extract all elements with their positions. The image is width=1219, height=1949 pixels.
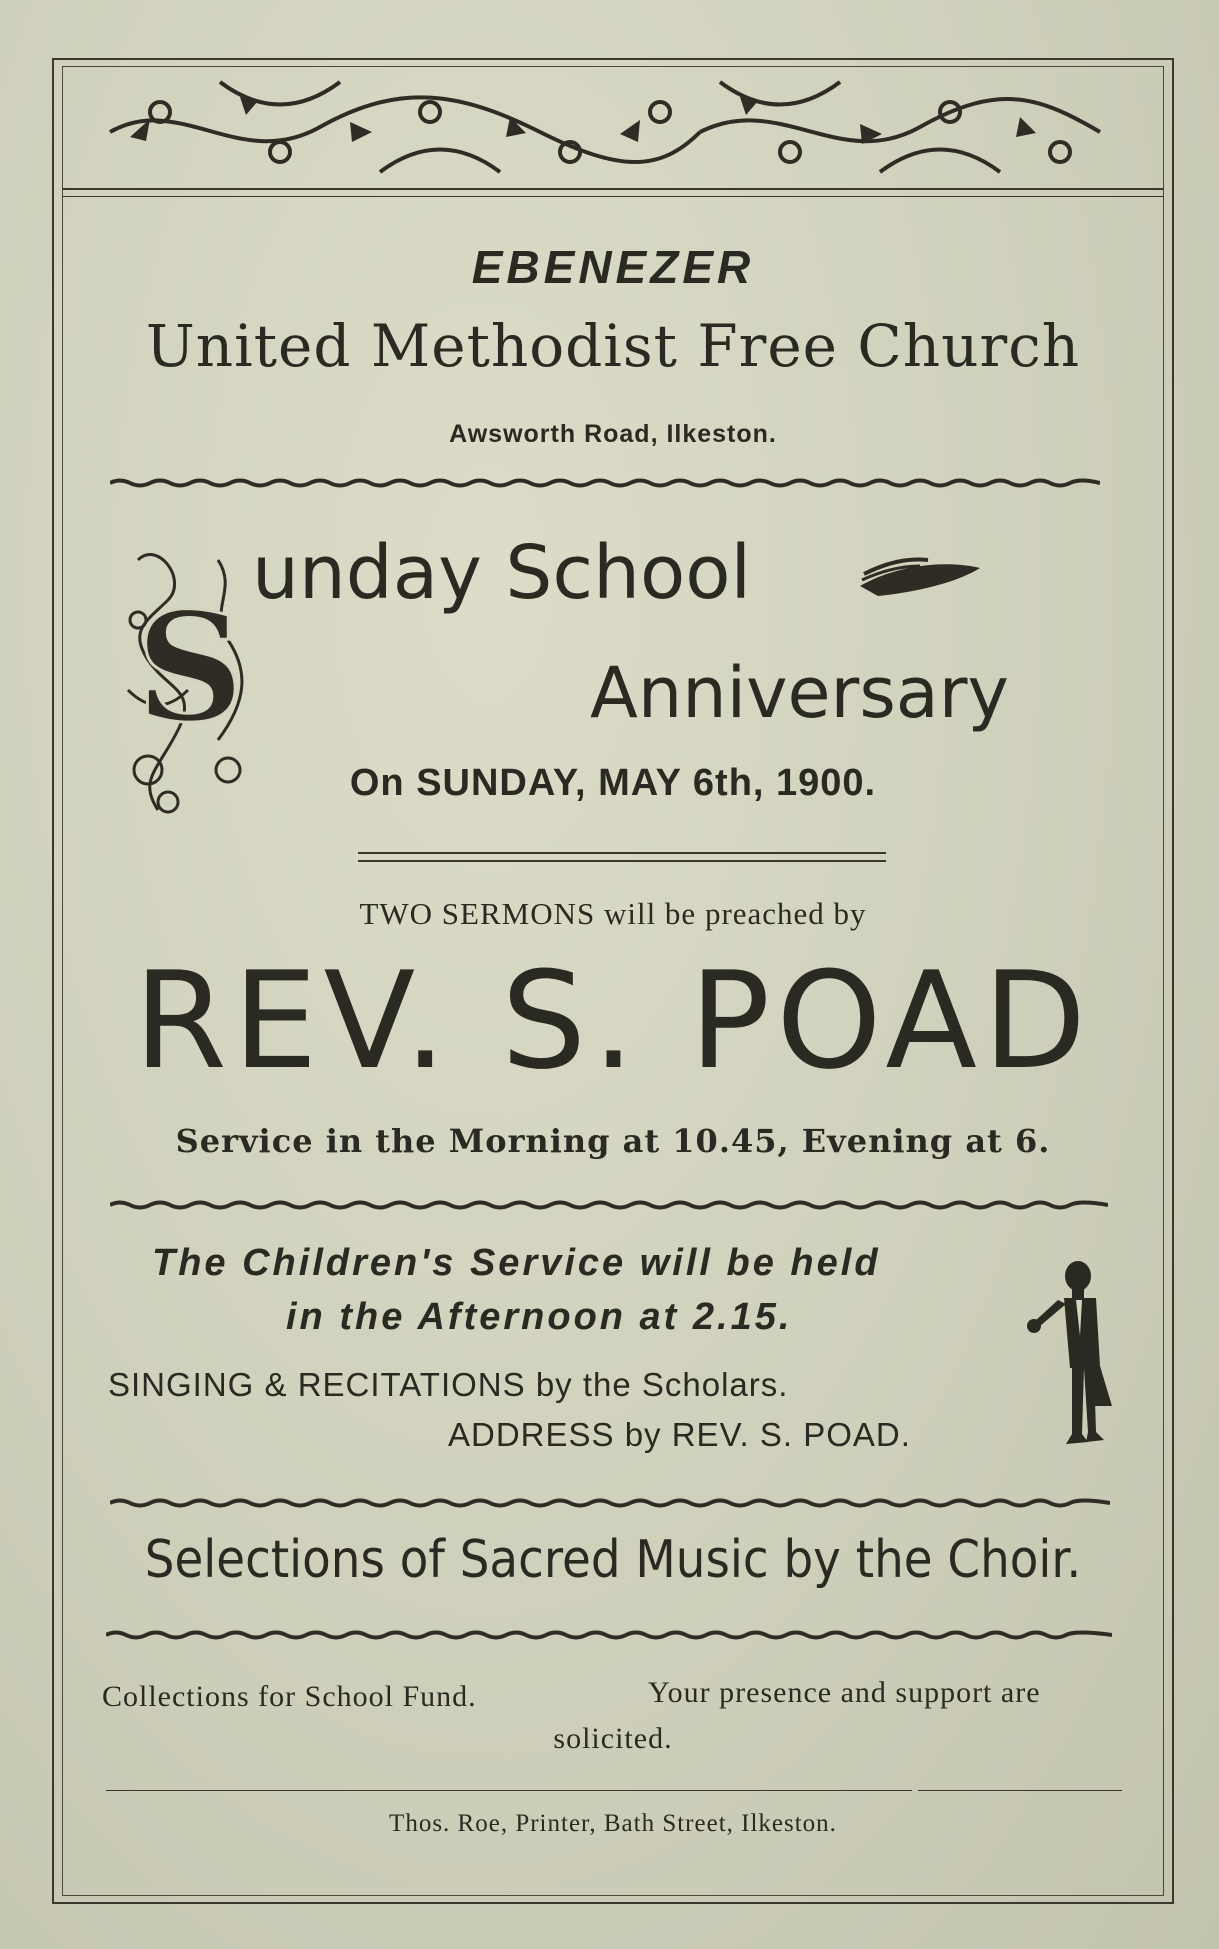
children-service-line2: in the Afternoon at 2.15. [286, 1296, 793, 1338]
wavy-divider [110, 1496, 1110, 1510]
church-name: EBENEZER [471, 241, 755, 293]
service-times: Service in the Morning at 10.45, Evening at 6. [175, 1122, 1051, 1160]
double-rule [358, 852, 886, 854]
flourish-icon [858, 556, 982, 600]
double-rule-lower [358, 860, 886, 862]
footer-rule [106, 1790, 912, 1791]
speaker-silhouette-icon [1026, 1256, 1116, 1450]
children-service-line1: The Children's Service will be held [152, 1242, 881, 1284]
presence-note-cont: solicited. [553, 1722, 673, 1755]
collections-note: Collections for School Fund. [102, 1680, 477, 1713]
presence-note: Your presence and support are [648, 1676, 1041, 1709]
event-date: On SUNDAY, MAY 6th, 1900. [349, 762, 877, 804]
vine-ornament-icon [100, 72, 1110, 182]
header-rule [62, 188, 1164, 190]
choir-music: Selections of Sacred Music by the Choir. [144, 1530, 1082, 1590]
church-address: Awsworth Road, Ilkeston. [449, 420, 777, 448]
singing-recitations: SINGING & RECITATIONS by the Scholars. [108, 1366, 789, 1403]
preacher-name: REV. S. POAD [133, 943, 1093, 1099]
initial-s-letter: S [135, 580, 245, 756]
sermons-intro: TWO SERMONS will be preached by [359, 896, 867, 931]
wavy-divider [110, 476, 1100, 490]
wavy-divider [106, 1628, 1112, 1642]
address-by-preacher: ADDRESS by REV. S. POAD. [448, 1416, 911, 1453]
event-title-line1: unday School [252, 530, 752, 616]
header-rule-thin [62, 196, 1164, 197]
footer-rule-short [918, 1790, 1122, 1791]
event-title-line2: Anniversary [590, 652, 1009, 734]
printer-credit: Thos. Roe, Printer, Bath Street, Ilkeston. [389, 1810, 837, 1837]
church-title: United Methodist Free Church [145, 312, 1081, 380]
wavy-divider [110, 1198, 1108, 1212]
